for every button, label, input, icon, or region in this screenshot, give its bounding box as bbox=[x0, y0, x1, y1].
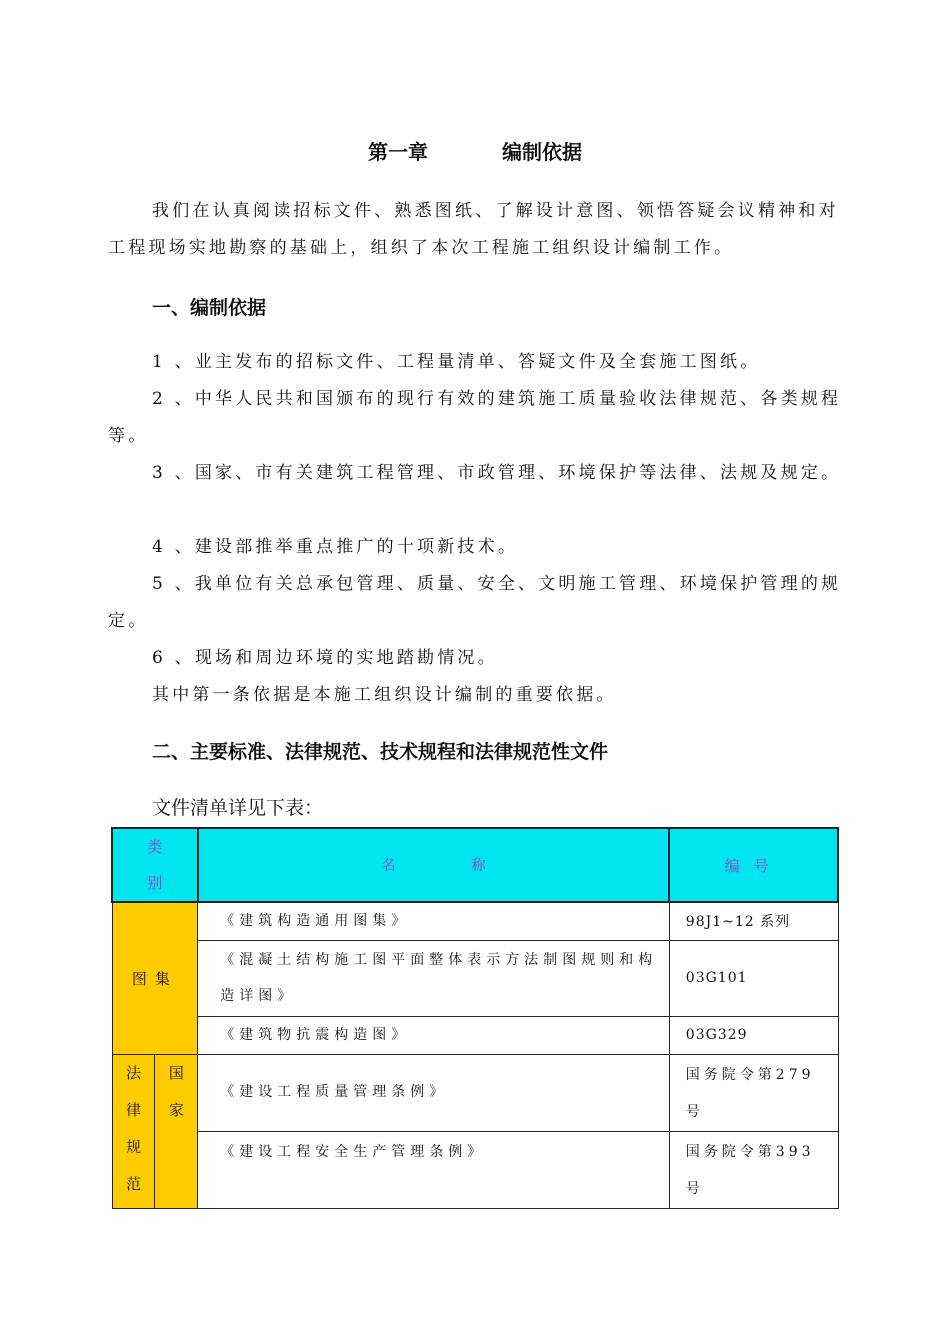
doc-code: 03G329 bbox=[669, 1016, 838, 1054]
header-name: 名 称 bbox=[198, 828, 670, 902]
basis-item-1: 1 、业主发布的招标文件、工程量清单、答疑文件及全套施工图纸。 bbox=[152, 352, 761, 372]
chapter-title bbox=[0, 136, 950, 165]
intro-paragraph: 我们在认真阅读招标文件、熟悉图纸、了解设计意图、领悟答疑会议精神和对工程现场实地勘察的基础上，组织了本次工程施工组织设计编制工作。 bbox=[108, 201, 839, 258]
table-row bbox=[112, 1131, 838, 1208]
basis-note: 其中第一条依据是本施工组织设计编制的重要依据。 bbox=[152, 685, 617, 705]
category-atlas: 图集 bbox=[112, 902, 198, 1054]
basis-item-6: 6 、现场和周边环境的实地踏勘情况。 bbox=[152, 648, 498, 668]
chapter-number: 第一章 bbox=[368, 140, 428, 164]
doc-code: 03G101 bbox=[669, 940, 838, 1016]
doc-code: 98J1~12 系列 bbox=[669, 902, 838, 940]
doc-name: 《建设工程质量管理条例》 bbox=[198, 1054, 670, 1131]
basis-item-5: 5 、我单位有关总承包管理、质量、安全、文明施工管理、环境保护管理的规定。 bbox=[108, 574, 842, 631]
doc-name: 《建设工程安全生产管理条例》 bbox=[198, 1131, 670, 1208]
doc-name: 《建筑物抗震构造图》 bbox=[198, 1016, 670, 1054]
basis-item-3: 3 、国家、市有关建筑工程管理、市政管理、环境保护等法律、法规及规定。 bbox=[152, 463, 842, 483]
header-category: 类 别 bbox=[112, 828, 198, 902]
document-list-table bbox=[111, 827, 839, 1209]
table-caption: 文件清单详见下表： bbox=[152, 797, 324, 819]
basis-item-4: 4 、建设部推举重点推广的十项新技术。 bbox=[152, 537, 519, 557]
section2-heading: 二、主要标准、法律规范、技术规程和法律规范性文件 bbox=[152, 741, 609, 763]
section1-heading: 一、编制依据 bbox=[152, 297, 267, 319]
table-row bbox=[112, 1054, 838, 1131]
doc-code: 国务院令第393 号 bbox=[669, 1131, 838, 1208]
basis-item-2: 2 、中华人民共和国颁布的现行有效的建筑施工质量验收法律规范、各类规程等。 bbox=[108, 389, 842, 446]
subcategory-national: 国 家 bbox=[155, 1054, 198, 1208]
category-law: 法 律 规 范 bbox=[112, 1054, 155, 1208]
table-header-row bbox=[112, 828, 838, 902]
doc-name: 《混凝土结构施工图平面整体表示方法制图规则和构造详图》 bbox=[198, 940, 670, 1016]
table-row bbox=[112, 940, 838, 1016]
doc-name: 《建筑构造通用图集》 bbox=[198, 902, 670, 940]
table-row bbox=[112, 902, 838, 940]
chapter-name: 编制依据 bbox=[502, 140, 582, 164]
doc-code: 国务院令第279 号 bbox=[669, 1054, 838, 1131]
header-code: 编号 bbox=[669, 828, 838, 902]
table-row bbox=[112, 1016, 838, 1054]
